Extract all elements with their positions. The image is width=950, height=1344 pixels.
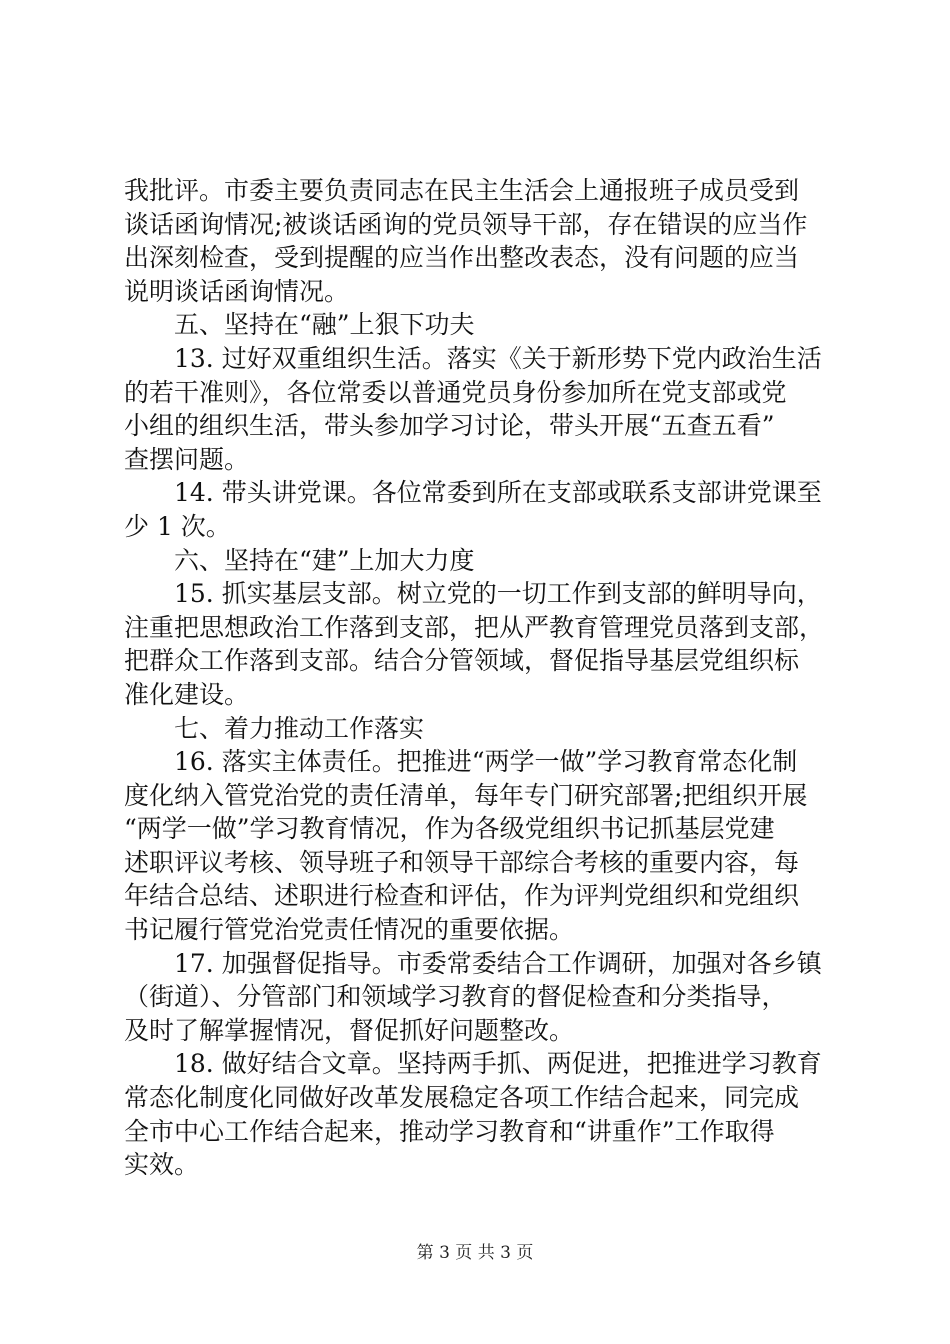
- text-line: 六、坚持在“建”上加大力度: [174, 545, 475, 575]
- text-line: 的若干准则》，各位常委以普通党员身份参加所在党支部或党: [124, 377, 787, 407]
- text-line: 谈话函询情况;被谈话函询的党员领导干部，存在错误的应当作: [124, 209, 808, 239]
- text-line: 16. 落实主体责任。把推进“两学一做”学习教育常态化制: [174, 747, 798, 777]
- text-line: 17. 加强督促指导。市委常委结合工作调研，加强对各乡镇: [174, 948, 822, 978]
- text-line: 七、着力推动工作落实: [174, 713, 425, 743]
- page-footer: 第 3 页 共 3 页: [416, 1243, 534, 1263]
- document-body: [124, 174, 844, 1182]
- text-line: 度化纳入管党治党的责任清单，每年专门研究部署;把组织开展: [124, 780, 808, 810]
- text-line: 注重把思想政治工作落到支部，把从严教育管理党员落到支部，: [124, 612, 825, 642]
- text-line: 五、坚持在“融”上狠下功夫: [174, 310, 475, 340]
- text-line: 13. 过好双重组织生活。落实《关于新形势下党内政治生活: [174, 343, 822, 373]
- text-line: 述职评议考核、领导班子和领导干部综合考核的重要内容，每: [124, 847, 800, 877]
- text-line: 准化建设。: [124, 679, 250, 709]
- text-line: 常态化制度化同做好改革发展稳定各项工作结合起来，同完成: [124, 1083, 800, 1113]
- text-line: 书记履行管党治党责任情况的重要依据。: [124, 915, 575, 945]
- text-line: 查摆问题。: [124, 444, 250, 474]
- text-line: “两学一做”学习教育情况，作为各级党组织书记抓基层党建: [124, 814, 775, 844]
- text-line: 18. 做好结合文章。坚持两手抓、两促进，把推进学习教育: [174, 1049, 822, 1079]
- text-line: 出深刻检查，受到提醒的应当作出整改表态，没有问题的应当: [124, 243, 800, 273]
- text-line: 少 1 次。: [124, 511, 231, 541]
- text-line: 全市中心工作结合起来，推动学习教育和“讲重作”工作取得: [124, 1116, 775, 1146]
- text-line: 说明谈话函询情况。: [124, 276, 350, 306]
- text-line: 把群众工作落到支部。结合分管领域，督促指导基层党组织标: [124, 646, 800, 676]
- text-line: 及时了解掌握情况，督促抓好问题整改。: [124, 1015, 575, 1045]
- text-line: （街道）、分管部门和领域学习教育的督促检查和分类指导，: [124, 982, 787, 1012]
- text-line: 15. 抓实基层支部。树立党的一切工作到支部的鲜明导向，: [174, 579, 822, 609]
- text-line: 小组的组织生活，带头参加学习讨论，带头开展“五查五看”: [124, 411, 775, 441]
- text-line: 年结合总结、述职进行检查和评估，作为评判党组织和党组织: [124, 881, 800, 911]
- text-line: 14. 带头讲党课。各位常委到所在支部或联系支部讲党课至: [174, 478, 822, 508]
- text-line: 实效。: [124, 1150, 200, 1180]
- text-line: 我批评。市委主要负责同志在民主生活会上通报班子成员受到: [124, 176, 800, 205]
